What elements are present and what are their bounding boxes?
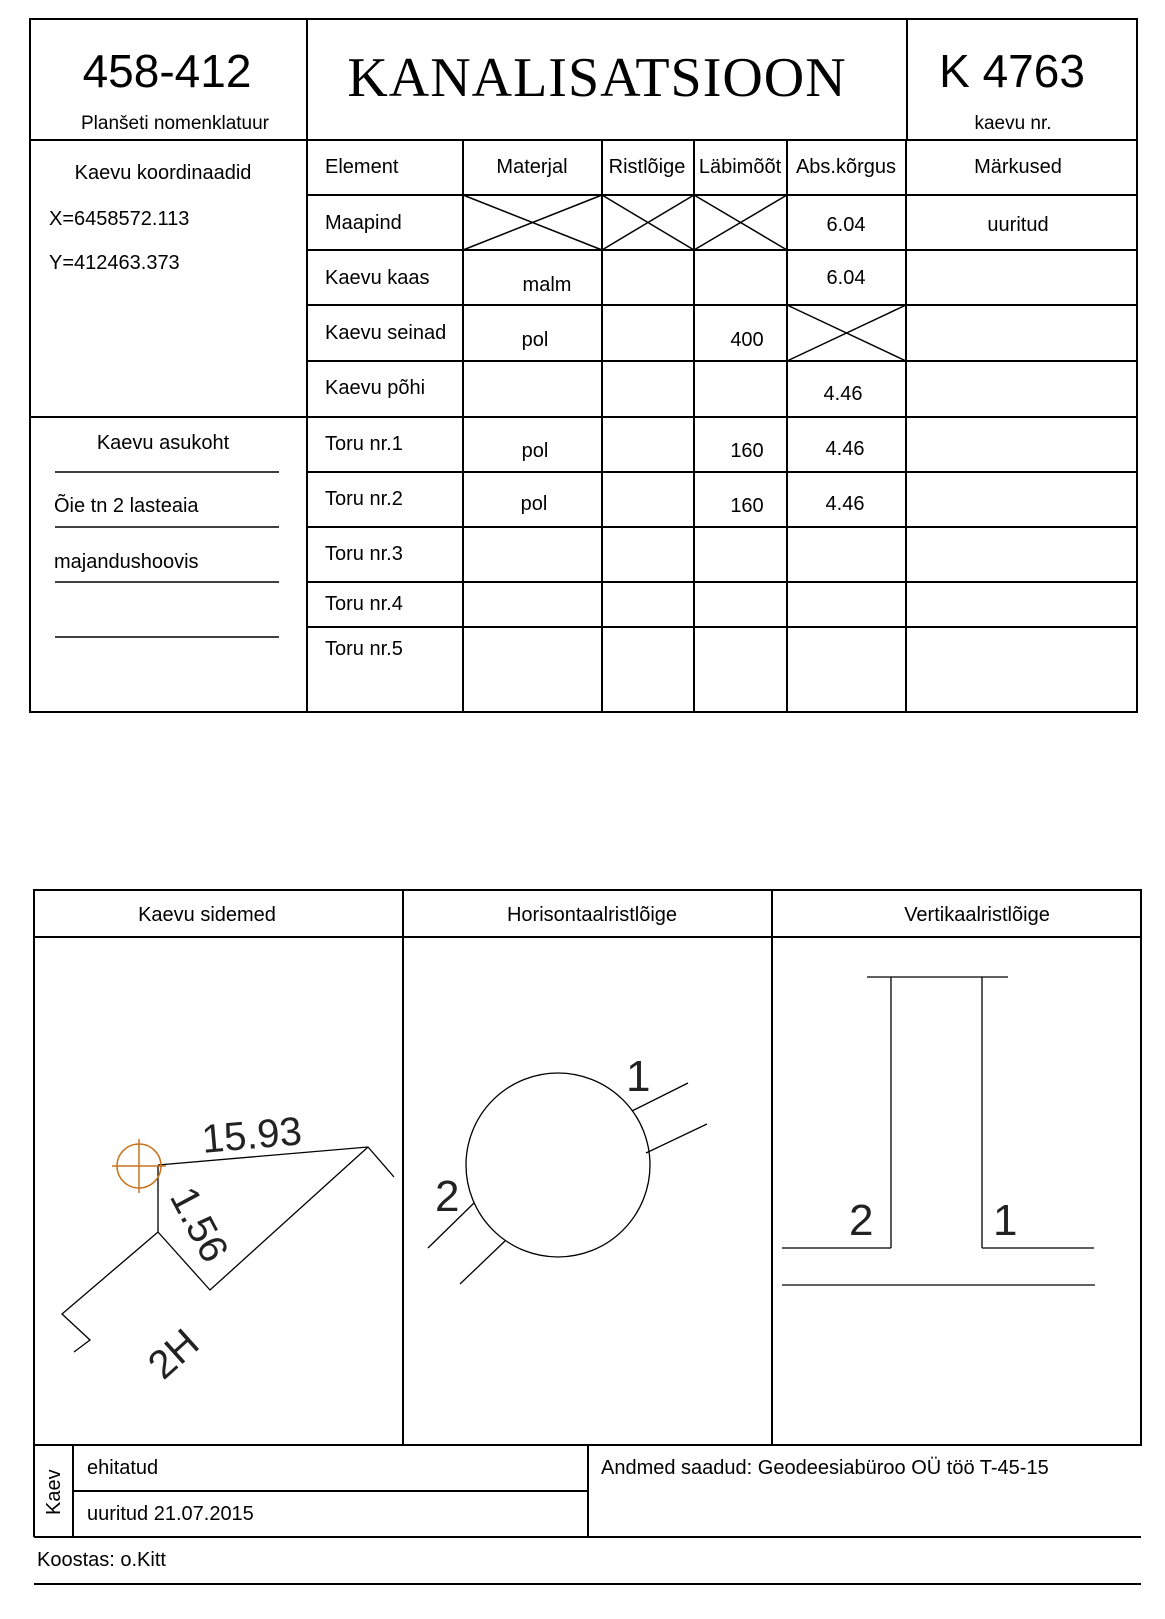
footer-built: ehitatud (87, 1457, 159, 1479)
tie-distance-2: 1.56 (161, 1180, 237, 1270)
horizontal-pipe-label-1: 1 (626, 1052, 651, 1101)
row-element-label: Kaevu seinad (325, 322, 447, 344)
row-element-label: Toru nr.1 (325, 433, 403, 455)
horizontal-section-sketch (428, 1073, 707, 1284)
row-abs-height: 6.04 (826, 267, 866, 289)
sheet-number: 458-412 (82, 45, 252, 97)
location-heading: Kaevu asukoht (96, 432, 230, 454)
page-title: KANALISATSIOON (347, 47, 847, 109)
row-material: malm (522, 274, 572, 296)
row-element-label: Toru nr.4 (325, 593, 403, 615)
column-header-cross-section: Ristlõige (608, 156, 686, 178)
row-material: pol (521, 329, 549, 351)
row-abs-height: 4.46 (825, 438, 865, 460)
horizontal-section-heading: Horisontaalristlõige (506, 904, 678, 926)
row-material: pol (521, 440, 549, 462)
row-abs-height: 4.46 (823, 383, 863, 405)
row-element-label: Toru nr.2 (325, 488, 403, 510)
location-line-1: Õie tn 2 lasteaia (54, 495, 199, 517)
well-number: K 4763 (939, 45, 1085, 97)
coordinates-heading: Kaevu koordinaadid (74, 162, 252, 184)
row-material: pol (520, 493, 548, 515)
vertical-pipe-label-1: 1 (993, 1196, 1018, 1245)
column-header-element: Element (325, 156, 399, 178)
row-element-label: Kaevu kaas (325, 267, 430, 289)
tie-reference: 2H (140, 1320, 208, 1388)
row-diameter: 160 (730, 440, 764, 462)
row-abs-height: 4.46 (825, 493, 865, 515)
row-element-label: Toru nr.3 (325, 543, 403, 565)
tie-distance-1: 15.93 (200, 1109, 304, 1162)
row-element-label: Maapind (325, 212, 402, 234)
footer-side-label: Kaev (43, 1469, 65, 1515)
column-header-notes: Märkused (974, 156, 1062, 178)
column-header-diameter: Läbimõõt (698, 156, 782, 178)
column-header-abs-height: Abs.kõrgus (795, 156, 897, 178)
row-element-label: Kaevu põhi (325, 377, 426, 399)
footer-surveyed: uuritud 21.07.2015 (87, 1503, 254, 1525)
vertical-section-sketch (782, 977, 1095, 1285)
vertical-pipe-label-2: 2 (849, 1196, 874, 1245)
horizontal-pipe-label-2: 2 (435, 1172, 460, 1221)
ties-heading: Kaevu sidemed (138, 904, 276, 926)
row-diameter: 400 (730, 329, 764, 351)
sheet-caption: Planšeti nomenklatuur (81, 113, 269, 134)
row-element-label: Toru nr.5 (325, 638, 403, 660)
column-header-material: Materjal (496, 156, 568, 178)
location-line-2: majandushoovis (54, 551, 199, 573)
sketch-frame-border (34, 890, 1141, 1445)
well-caption: kaevu nr. (974, 113, 1052, 134)
vertical-section-heading: Vertikaalristlõige (904, 904, 1050, 926)
coordinate-x: X=6458572.113 (49, 208, 190, 230)
row-abs-height: 6.04 (826, 214, 866, 236)
row-diameter: 160 (730, 495, 764, 517)
well-outline (466, 1073, 650, 1257)
row-notes: uuritud (987, 214, 1049, 236)
coordinate-y: Y=412463.373 (49, 252, 180, 274)
footer-data-source: Andmed saadud: Geodeesiabüroo OÜ töö T-45-15 (601, 1457, 1049, 1479)
footer-author: Koostas: o.Kitt (37, 1549, 166, 1571)
